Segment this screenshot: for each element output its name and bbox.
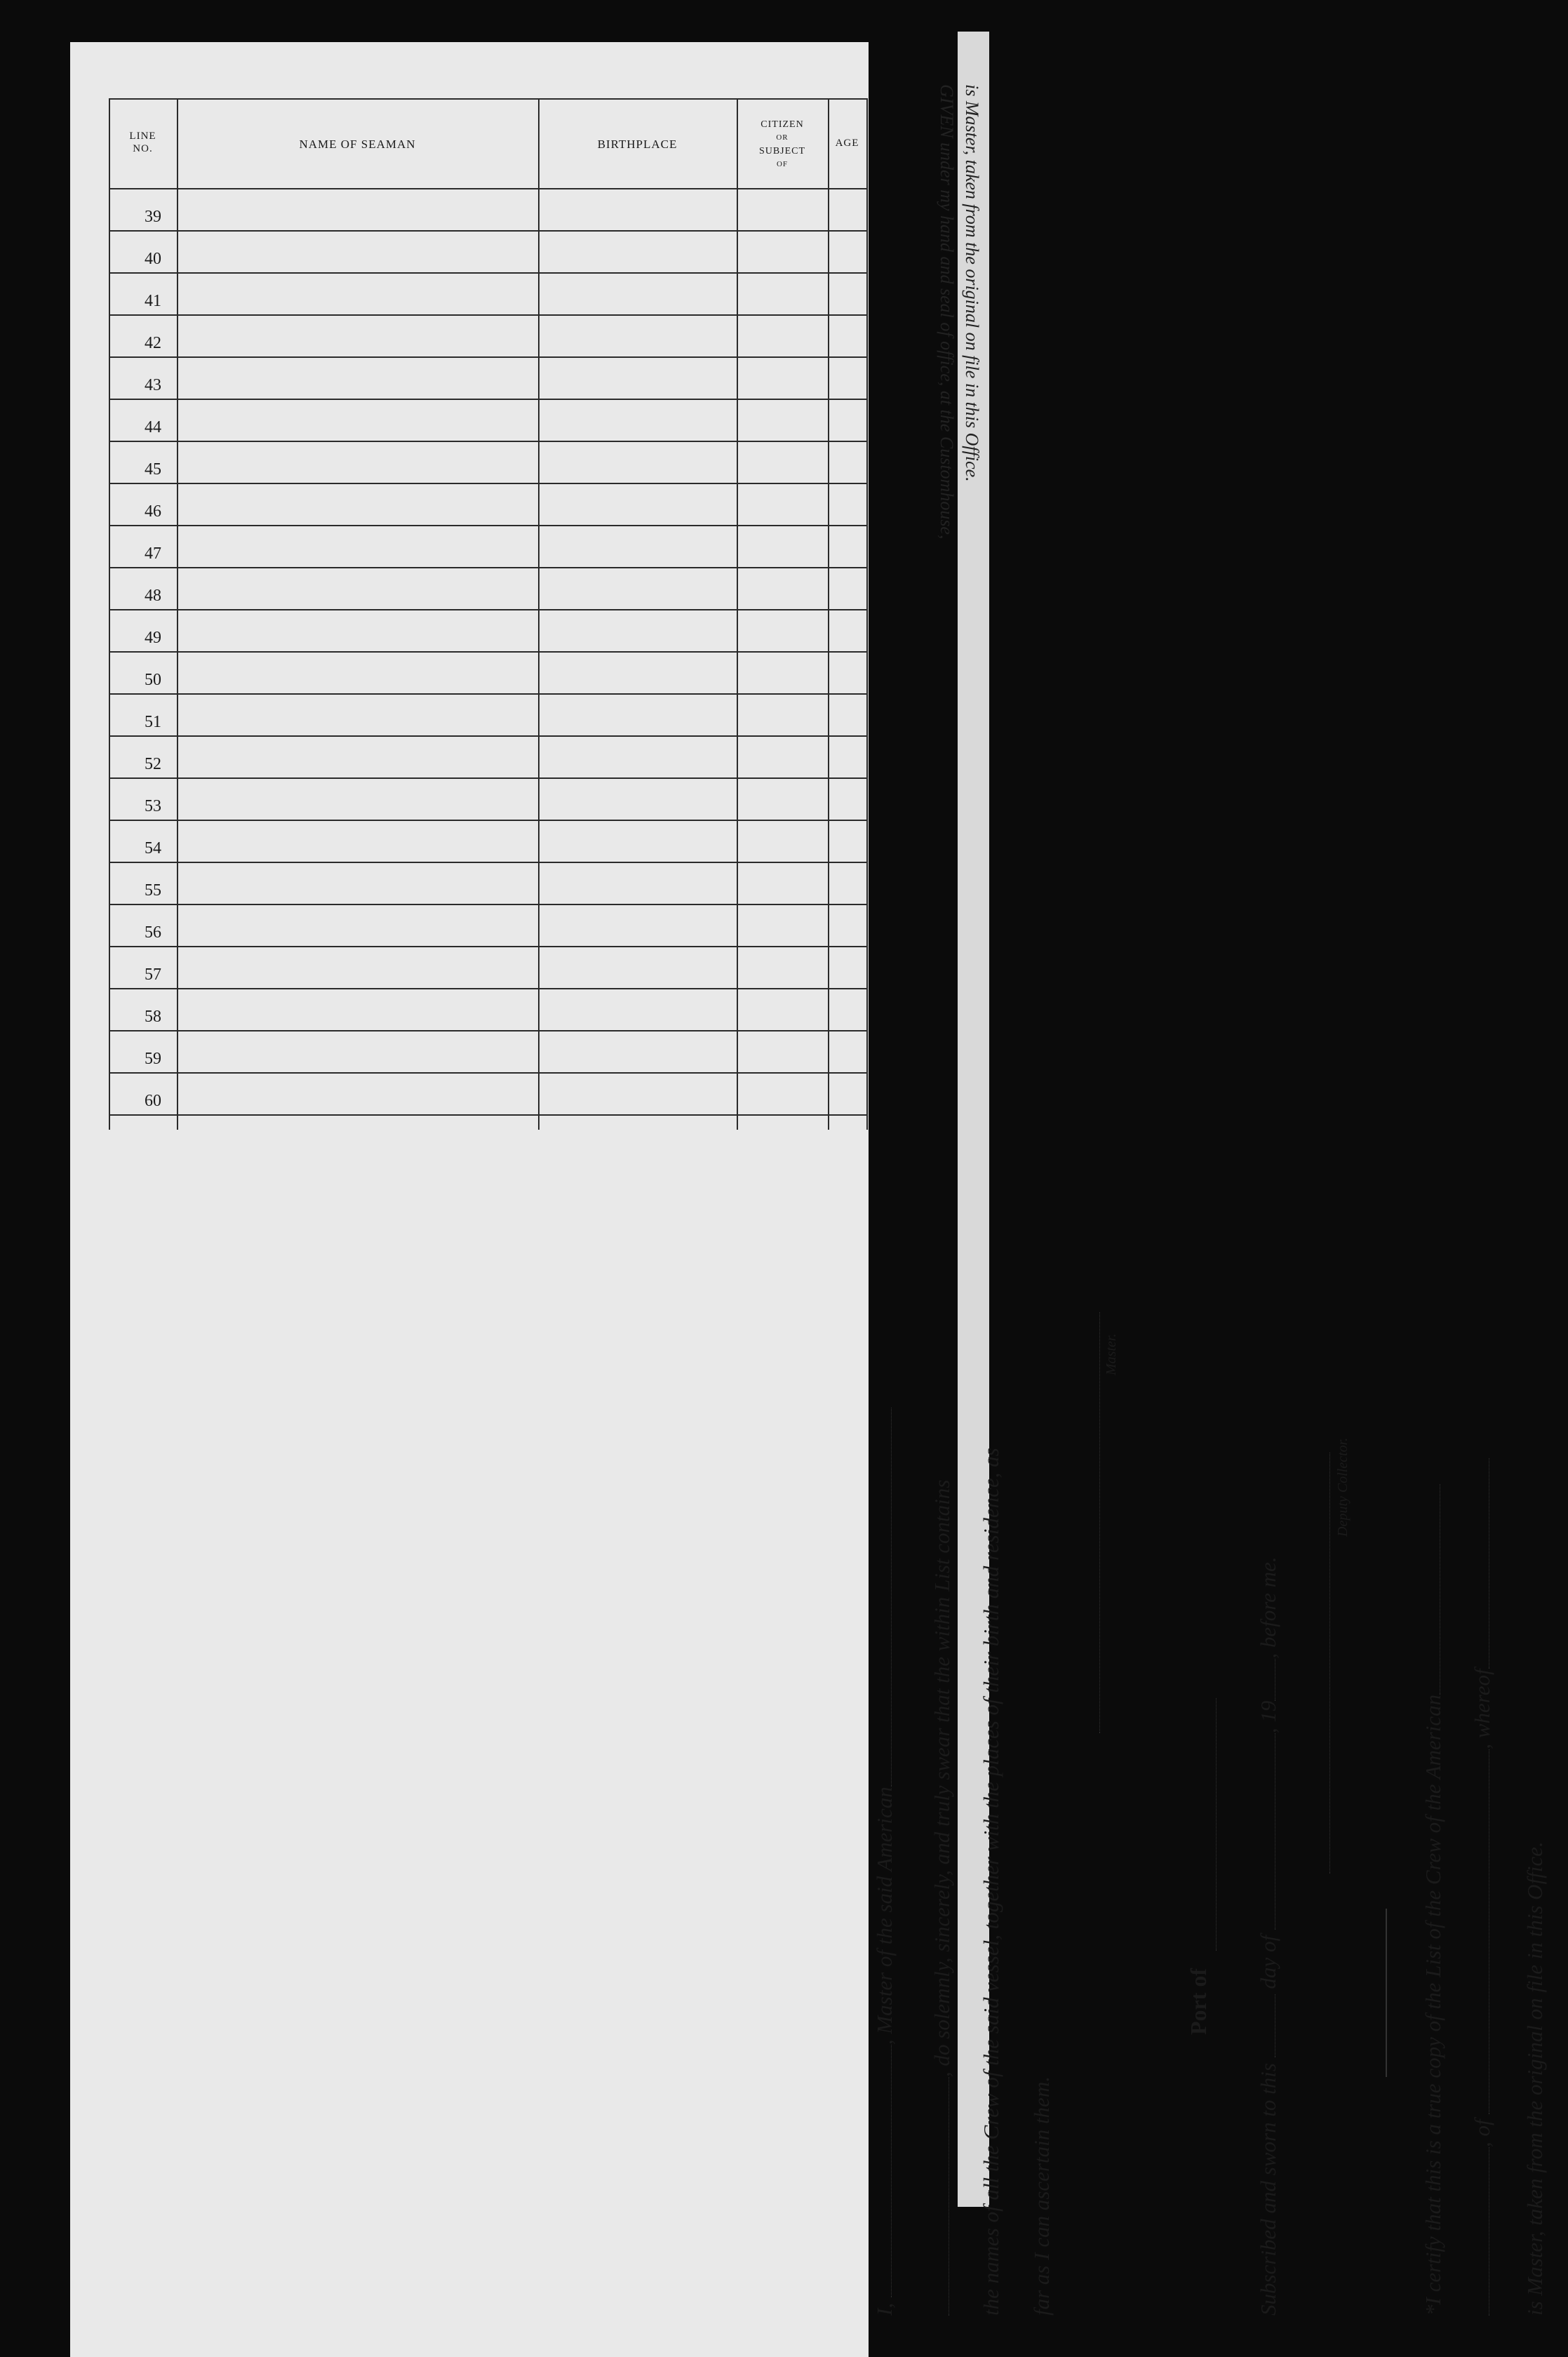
certify-of: , of xyxy=(1470,2114,1494,2147)
line-number: 45 xyxy=(145,460,161,479)
oath-block xyxy=(866,1256,1568,2316)
oath-line-4: far as I can ascertain them. xyxy=(1029,2076,1054,2316)
header-top-line xyxy=(109,98,868,100)
table-row-line xyxy=(109,567,868,568)
line-number: 52 xyxy=(145,755,161,773)
certify-line-1 xyxy=(1421,1484,1446,2316)
table-row-line xyxy=(109,988,868,989)
line-number: 55 xyxy=(145,881,161,900)
oath-line-1 xyxy=(872,1408,897,2316)
certify-whereof: , whereof xyxy=(1470,1669,1494,1749)
table-row-line xyxy=(109,399,868,400)
table-row-line xyxy=(109,441,868,442)
table-row-line xyxy=(109,862,868,863)
line-number: 56 xyxy=(145,923,161,942)
header-birthplace: BIRTHPLACE xyxy=(597,138,678,151)
table-row-line xyxy=(109,525,868,526)
line-number: 44 xyxy=(145,418,161,436)
table-border-right xyxy=(866,98,868,1130)
oath-i: I, xyxy=(872,2297,897,2316)
header-age: AGE xyxy=(835,138,859,149)
line-number: 40 xyxy=(145,250,161,268)
adjacent-page-text xyxy=(937,84,982,786)
oath-line-3: the names of all the Crew of the said vessel, together with the places of their birth and residence, as xyxy=(979,1448,1003,2316)
master-label: Master. xyxy=(1104,1333,1119,1375)
line-number: 59 xyxy=(145,1050,161,1068)
table-row-line xyxy=(109,1030,868,1031)
line-number: 50 xyxy=(145,671,161,689)
line-number: 46 xyxy=(145,502,161,521)
port-of-label: Port of xyxy=(1186,1968,1211,2035)
table-row-line xyxy=(109,904,868,905)
table-row-line xyxy=(109,609,868,610)
sworn-prefix: Subscribed and sworn to this xyxy=(1256,2057,1280,2316)
line-number: 43 xyxy=(145,376,161,394)
header-no-word: NO. xyxy=(133,143,153,154)
header-of-word: OF xyxy=(776,160,789,168)
header-line-no xyxy=(109,130,177,155)
master-signature-line xyxy=(1099,1312,1100,1733)
header-subject-word: SUBJECT xyxy=(758,146,806,156)
line-number: 60 xyxy=(145,1092,161,1110)
table-row-line xyxy=(109,777,868,779)
col-divider-citizen xyxy=(828,98,829,1130)
col-divider-name xyxy=(538,98,540,1130)
table-row-line xyxy=(109,314,868,316)
table-row-line xyxy=(109,230,868,232)
table-row-line xyxy=(109,356,868,358)
header-citizen-or-subject-of xyxy=(737,118,828,171)
col-divider-birthplace xyxy=(737,98,738,1130)
table-border-left xyxy=(109,98,110,1130)
line-number: 47 xyxy=(145,545,161,563)
certify-text-1: *I certify that this is a true copy of the List of the Crew of the American xyxy=(1421,1694,1445,2316)
table-row-line xyxy=(109,483,868,484)
vessel-name-blank-1 xyxy=(891,1408,892,1787)
certify-line-2 xyxy=(1470,1458,1495,2316)
line-number: 53 xyxy=(145,797,161,815)
table-row-line xyxy=(109,820,868,821)
oath-line-2 xyxy=(930,1480,955,2316)
line-number: 42 xyxy=(145,334,161,352)
line-number: 57 xyxy=(145,966,161,984)
header-or-word: OR xyxy=(776,133,789,142)
line-number: 41 xyxy=(145,292,161,310)
header-line-word: LINE xyxy=(129,131,156,142)
header-citizen-word: CITIZEN xyxy=(760,119,804,130)
line-number: 54 xyxy=(145,839,161,857)
oath-do-solemnly: , do solemnly, sincerely, and truly swear that the within List contains xyxy=(930,1479,954,2077)
line-number: 39 xyxy=(145,208,161,226)
sworn-year-prefix: , 19 xyxy=(1256,1700,1280,1734)
table-row-line xyxy=(109,1114,868,1116)
sworn-line xyxy=(1256,1556,1281,2316)
line-number: 48 xyxy=(145,587,161,605)
table-row-line xyxy=(109,272,868,274)
certify-line-3: is Master, taken from the original on file in this Office. xyxy=(1522,1841,1547,2316)
port-name-line xyxy=(1216,1698,1217,1951)
line-number: 51 xyxy=(145,713,161,731)
deputy-collector-label: Deputy Collector. xyxy=(1335,1437,1351,1537)
table-row-line xyxy=(109,735,868,737)
deputy-signature-line xyxy=(1329,1453,1330,1874)
oath-master-of-american: , Master of the said American xyxy=(872,1787,897,2045)
adjacent-line-1: is Master, taken from the original on file in this Office. xyxy=(962,84,982,482)
table-row-line xyxy=(109,651,868,653)
header-name-of-seaman: NAME OF SEAMAN xyxy=(299,138,416,151)
line-number: 58 xyxy=(145,1008,161,1026)
line-number: 49 xyxy=(145,629,161,647)
master-name-blank xyxy=(891,2045,892,2297)
separator-rule xyxy=(1386,1909,1387,2077)
table-row-line xyxy=(109,946,868,947)
table-row-line xyxy=(109,693,868,695)
adjacent-line-2: GIVEN under my hand and seal of office, at the Customhouse, xyxy=(937,84,957,540)
document-sheet xyxy=(70,42,869,2357)
sworn-day-of: day of xyxy=(1256,1930,1280,1995)
table-row-line xyxy=(109,1072,868,1074)
sworn-before-me: , before me. xyxy=(1256,1556,1280,1659)
header-bottom-line xyxy=(109,188,868,189)
